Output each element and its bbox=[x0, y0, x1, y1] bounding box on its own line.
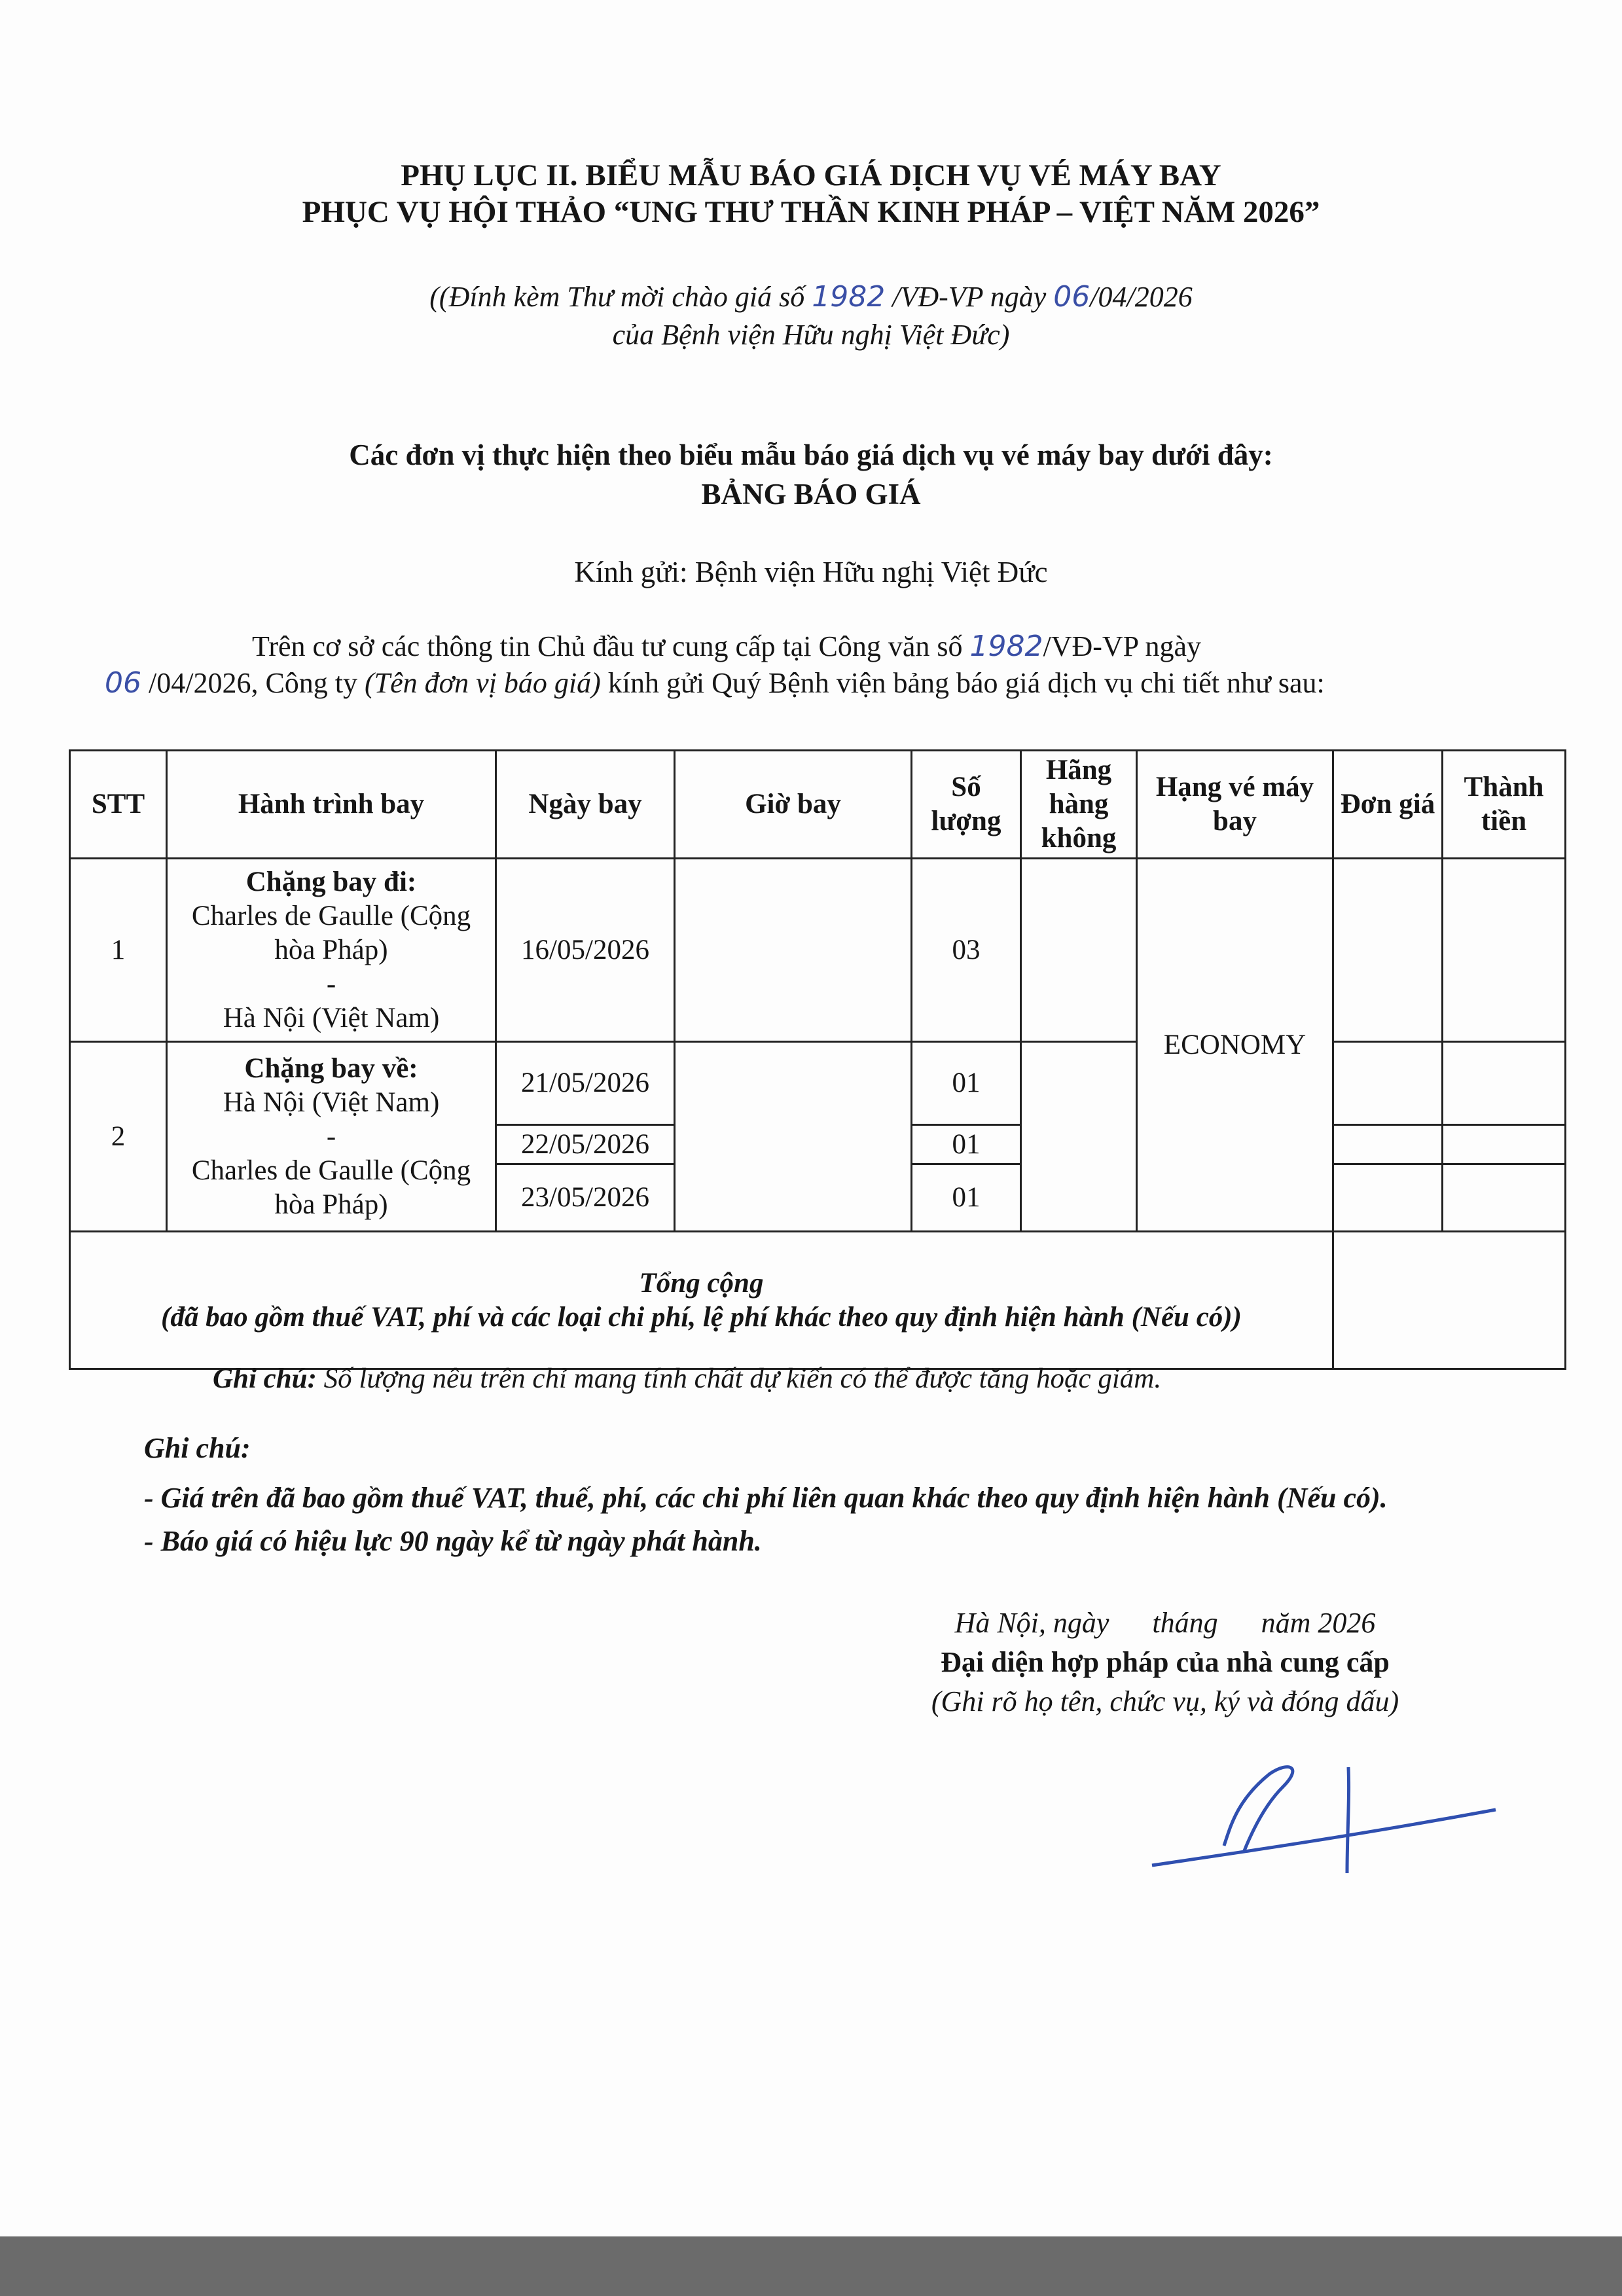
unit-price-cell[interactable] bbox=[1333, 1042, 1443, 1125]
route-to: Charles de Gaulle (Cộng hòa Pháp) bbox=[191, 1155, 471, 1220]
table-header-row bbox=[70, 751, 1566, 859]
instruction-block bbox=[0, 435, 1622, 514]
route-from: Hà Nội (Việt Nam) bbox=[223, 1086, 440, 1118]
handwritten-number: 1982 bbox=[812, 280, 886, 314]
recipient: Kính gửi: Bệnh viện Hữu nghị Việt Đức bbox=[574, 556, 1048, 588]
attach-suffix: /04/2026 bbox=[1090, 281, 1193, 313]
attach-prefix: ((Đính kèm Thư mời chào giá số bbox=[429, 281, 812, 313]
total-row bbox=[70, 1232, 1566, 1369]
total-label-cell bbox=[70, 1232, 1333, 1369]
notes-block bbox=[144, 1433, 1473, 1556]
total-label: Tổng cộng bbox=[639, 1267, 764, 1299]
col-header: Số lượng bbox=[912, 751, 1021, 859]
col-header: STT bbox=[70, 751, 167, 859]
signature-block bbox=[772, 1604, 1558, 1721]
handwritten-day: 06 bbox=[105, 666, 141, 700]
date-cell: 22/05/2026 bbox=[496, 1125, 675, 1164]
attachment-reference bbox=[0, 278, 1622, 354]
unit-price-cell[interactable] bbox=[1333, 1164, 1443, 1232]
handwritten-signature bbox=[1139, 1748, 1505, 1878]
para-text: Trên cơ sở các thông tin Chủ đầu tư cung cấp tại Công văn số bbox=[252, 630, 970, 662]
col-header: Hạng vé máy bay bbox=[1137, 751, 1333, 859]
stt-cell: 2 bbox=[70, 1042, 167, 1232]
table-row bbox=[70, 859, 1566, 1042]
total-note: (đã bao gồm thuế VAT, phí và các loại chi phí, lệ phí khác theo quy định hiện hành (Nếu có)) bbox=[161, 1301, 1242, 1333]
col-header: Thành tiền bbox=[1443, 751, 1566, 859]
para-text: /04/2026, Công ty bbox=[141, 667, 365, 699]
col-header: Hãng hàng không bbox=[1021, 751, 1137, 859]
route-cell bbox=[167, 859, 496, 1042]
title-line-2: PHỤC VỤ HỘI THẢO “UNG THƯ THẦN KINH PHÁP – VIỆT NĂM 2026” bbox=[302, 195, 1320, 229]
quantity-cell: 03 bbox=[912, 859, 1021, 1042]
intro-paragraph bbox=[105, 628, 1440, 702]
attach-mid: /VĐ-VP ngày bbox=[885, 281, 1054, 313]
amount-cell[interactable] bbox=[1443, 859, 1566, 1042]
amount-cell[interactable] bbox=[1443, 1125, 1566, 1164]
col-header: Hành trình bay bbox=[167, 751, 496, 859]
signatory-role: Đại diện hợp pháp của nhà cung cấp bbox=[941, 1646, 1390, 1678]
airline-cell[interactable] bbox=[1021, 1042, 1137, 1232]
attach-line-2: của Bệnh viện Hữu nghị Việt Đức) bbox=[612, 319, 1010, 351]
date-cell: 23/05/2026 bbox=[496, 1164, 675, 1232]
handwritten-number: 1982 bbox=[969, 630, 1043, 663]
para-text: /VĐ-VP ngày bbox=[1043, 630, 1202, 662]
col-header: Giờ bay bbox=[675, 751, 912, 859]
ticket-class-cell: ECONOMY bbox=[1137, 859, 1333, 1232]
para-text: kính gửi Quý Bệnh viện bảng báo giá dịch vụ chi tiết như sau: bbox=[600, 667, 1325, 699]
time-cell[interactable] bbox=[675, 859, 912, 1042]
route-separator: - bbox=[326, 968, 336, 999]
quote-table bbox=[69, 749, 1566, 1370]
route-from: Charles de Gaulle (Cộng hòa Pháp) bbox=[191, 900, 471, 965]
table-title: BẢNG BÁO GIÁ bbox=[701, 478, 921, 511]
notes-label: Ghi chú: bbox=[144, 1432, 251, 1464]
unit-price-cell[interactable] bbox=[1333, 1125, 1443, 1164]
stt-cell: 1 bbox=[70, 859, 167, 1042]
table-row bbox=[70, 1042, 1566, 1125]
airline-cell[interactable] bbox=[1021, 859, 1137, 1042]
title-line-1: PHỤ LỤC II. BIỂU MẪU BÁO GIÁ DỊCH VỤ VÉ MÁY BAY bbox=[401, 158, 1221, 192]
date-cell: 21/05/2026 bbox=[496, 1042, 675, 1125]
leg-title: Chặng bay đi: bbox=[245, 866, 417, 897]
route-separator: - bbox=[326, 1121, 336, 1152]
quantity-cell: 01 bbox=[912, 1164, 1021, 1232]
scan-border bbox=[0, 2236, 1622, 2296]
amount-cell[interactable] bbox=[1443, 1042, 1566, 1125]
date-cell: 16/05/2026 bbox=[496, 859, 675, 1042]
amount-cell[interactable] bbox=[1443, 1164, 1566, 1232]
table-note-text: Số lượng nêu trên chỉ mang tính chất dự kiến có thể được tăng hoặc giảm. bbox=[316, 1363, 1162, 1394]
col-header: Đơn giá bbox=[1333, 751, 1443, 859]
note-item: - Giá trên đã bao gồm thuế VAT, thuế, phí, các chi phí liên quan khác theo quy định hiện hành (Nếu có). bbox=[144, 1482, 1388, 1514]
quantity-cell: 01 bbox=[912, 1125, 1021, 1164]
table-note-label: Ghi chú: bbox=[213, 1363, 317, 1394]
document-title bbox=[0, 157, 1622, 230]
quantity-cell: 01 bbox=[912, 1042, 1021, 1125]
route-to: Hà Nội (Việt Nam) bbox=[223, 1002, 440, 1033]
instruction-text: Các đơn vị thực hiện theo biểu mẫu báo giá dịch vụ vé máy bay dưới đây: bbox=[349, 439, 1273, 471]
col-header: Ngày bay bbox=[496, 751, 675, 859]
signatory-instruction: (Ghi rõ họ tên, chức vụ, ký và đóng dấu) bbox=[931, 1685, 1399, 1717]
note-item: - Báo giá có hiệu lực 90 ngày kể từ ngày phát hành. bbox=[144, 1525, 762, 1557]
route-cell bbox=[167, 1042, 496, 1232]
table-note bbox=[213, 1363, 1161, 1395]
leg-title: Chặng bay về: bbox=[244, 1052, 418, 1084]
unit-price-cell[interactable] bbox=[1333, 859, 1443, 1042]
handwritten-day: 06 bbox=[1053, 280, 1090, 314]
total-amount-cell[interactable] bbox=[1333, 1232, 1566, 1369]
place-date: Hà Nội, ngày tháng năm 2026 bbox=[954, 1607, 1376, 1639]
company-placeholder: (Tên đơn vị báo giá) bbox=[365, 667, 601, 699]
time-cell[interactable] bbox=[675, 1042, 912, 1232]
